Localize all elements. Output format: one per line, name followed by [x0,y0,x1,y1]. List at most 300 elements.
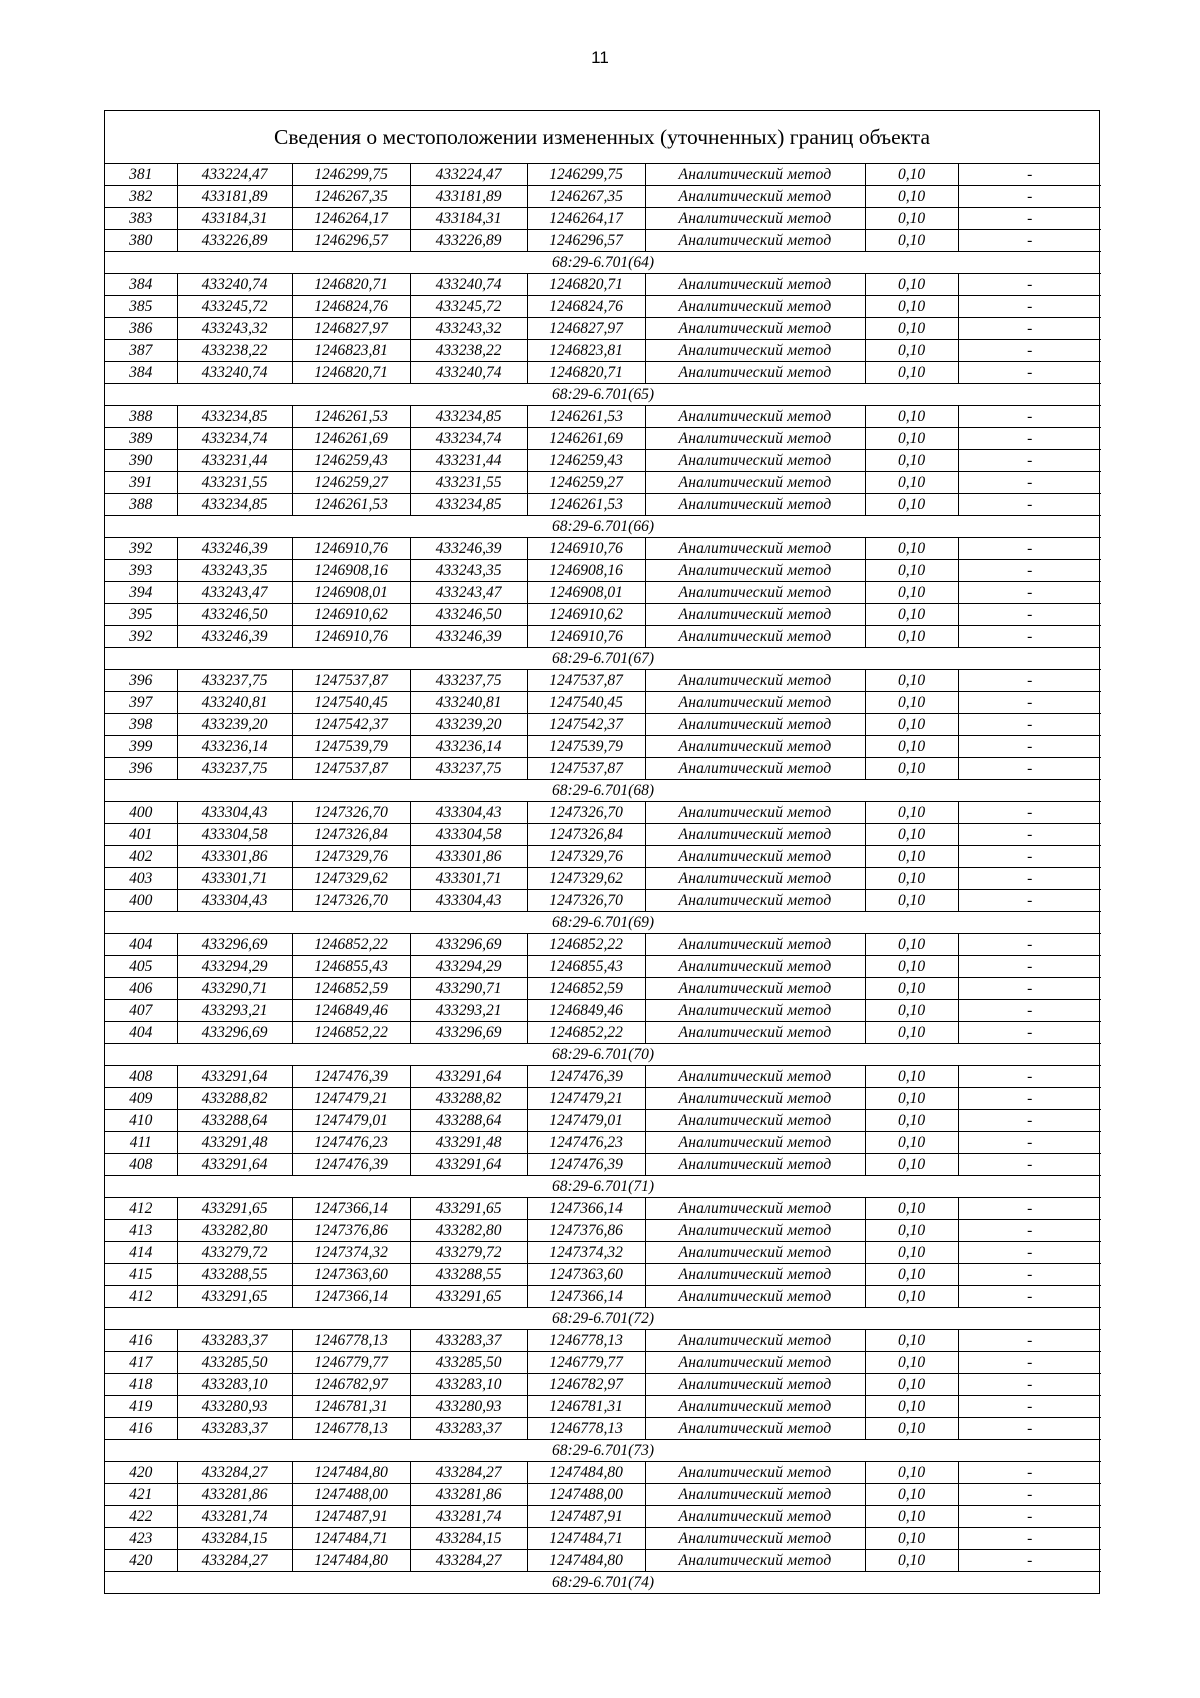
cell-note: - [958,560,1101,582]
cell-point-number: 397 [105,692,177,714]
cell-point-number: 403 [105,868,177,890]
table-row [105,450,1101,472]
cell-accuracy: 0,10 [865,1198,958,1220]
cell-note: - [958,1066,1101,1088]
cell-x-existing: 433296,69 [177,1022,292,1044]
table-row [105,1220,1101,1242]
cell-y-existing: 1246264,17 [292,208,410,230]
cell-x-refined: 433243,47 [410,582,527,604]
cell-note: - [958,472,1101,494]
cell-y-refined: 1247479,21 [527,1088,645,1110]
cell-method: Аналитический метод [645,758,865,780]
cell-y-refined: 1246299,75 [527,164,645,186]
cell-x-refined: 433226,89 [410,230,527,252]
cell-x-existing: 433245,72 [177,296,292,318]
cell-accuracy: 0,10 [865,296,958,318]
cell-point-number: 387 [105,340,177,362]
cell-x-existing: 433240,74 [177,274,292,296]
table-row [105,1396,1101,1418]
cell-note: - [958,164,1101,186]
table-row [105,1242,1101,1264]
cell-x-refined: 433234,85 [410,406,527,428]
cell-accuracy: 0,10 [865,1220,958,1242]
cell-point-number: 396 [105,670,177,692]
cell-x-refined: 433280,93 [410,1396,527,1418]
cell-x-existing: 433224,47 [177,164,292,186]
cell-x-existing: 433231,55 [177,472,292,494]
cell-method: Аналитический метод [645,1352,865,1374]
cell-accuracy: 0,10 [865,472,958,494]
cell-accuracy: 0,10 [865,428,958,450]
cell-accuracy: 0,10 [865,186,958,208]
cell-method: Аналитический метод [645,1022,865,1044]
cell-x-existing: 433290,71 [177,978,292,1000]
cell-method: Аналитический метод [645,978,865,1000]
cell-y-existing: 1246823,81 [292,340,410,362]
cell-x-existing: 433234,85 [177,406,292,428]
cell-method: Аналитический метод [645,1286,865,1308]
cell-x-refined: 433293,21 [410,1000,527,1022]
cell-y-existing: 1247542,37 [292,714,410,736]
section-row [105,1176,1101,1198]
cell-x-existing: 433288,82 [177,1088,292,1110]
section-row [105,1308,1101,1330]
cell-point-number: 412 [105,1286,177,1308]
cell-accuracy: 0,10 [865,494,958,516]
cell-x-existing: 433184,31 [177,208,292,230]
cell-x-existing: 433237,75 [177,670,292,692]
cell-method: Аналитический метод [645,890,865,912]
cell-accuracy: 0,10 [865,164,958,186]
cell-accuracy: 0,10 [865,1022,958,1044]
cell-y-existing: 1247476,23 [292,1132,410,1154]
table-row [105,846,1101,868]
cell-note: - [958,934,1101,956]
cell-accuracy: 0,10 [865,230,958,252]
cell-accuracy: 0,10 [865,1396,958,1418]
cell-y-refined: 1247540,45 [527,692,645,714]
cell-x-existing: 433240,81 [177,692,292,714]
cell-point-number: 405 [105,956,177,978]
cell-y-refined: 1246781,31 [527,1396,645,1418]
cadastral-section-label: 68:29-6.701(73) [105,1440,1101,1462]
cell-note: - [958,274,1101,296]
table-row [105,1352,1101,1374]
cell-point-number: 404 [105,1022,177,1044]
cell-y-refined: 1246778,13 [527,1418,645,1440]
cell-note: - [958,538,1101,560]
table-row [105,1088,1101,1110]
cell-x-existing: 433291,64 [177,1066,292,1088]
cell-accuracy: 0,10 [865,406,958,428]
table-row [105,934,1101,956]
cell-y-refined: 1246820,71 [527,274,645,296]
table-row [105,1264,1101,1286]
cell-y-refined: 1246267,35 [527,186,645,208]
cell-accuracy: 0,10 [865,1352,958,1374]
cell-method: Аналитический метод [645,956,865,978]
table-row [105,274,1101,296]
cell-y-existing: 1247484,71 [292,1528,410,1550]
cell-method: Аналитический метод [645,472,865,494]
table-row [105,736,1101,758]
cell-method: Аналитический метод [645,582,865,604]
cell-y-refined: 1247484,80 [527,1462,645,1484]
cell-y-refined: 1246782,97 [527,1374,645,1396]
table-body [105,164,1101,1593]
section-row [105,252,1101,274]
cell-x-refined: 433237,75 [410,758,527,780]
cell-point-number: 393 [105,560,177,582]
cell-x-refined: 433246,39 [410,538,527,560]
cell-y-refined: 1247476,23 [527,1132,645,1154]
cell-point-number: 385 [105,296,177,318]
cell-note: - [958,1286,1101,1308]
cell-x-existing: 433304,43 [177,802,292,824]
cell-x-existing: 433285,50 [177,1352,292,1374]
cell-note: - [958,1352,1101,1374]
table-row [105,824,1101,846]
cell-point-number: 401 [105,824,177,846]
table-row [105,692,1101,714]
cell-y-existing: 1247479,01 [292,1110,410,1132]
cell-accuracy: 0,10 [865,1484,958,1506]
section-row [105,384,1101,406]
cell-accuracy: 0,10 [865,1000,958,1022]
cell-y-refined: 1246261,53 [527,406,645,428]
cell-y-existing: 1246259,27 [292,472,410,494]
cell-accuracy: 0,10 [865,1088,958,1110]
cell-point-number: 408 [105,1154,177,1176]
cell-method: Аналитический метод [645,736,865,758]
cell-y-existing: 1247376,86 [292,1220,410,1242]
table-row [105,670,1101,692]
cell-y-existing: 1247540,45 [292,692,410,714]
cell-x-refined: 433291,65 [410,1286,527,1308]
cell-x-existing: 433284,27 [177,1550,292,1572]
cell-x-existing: 433237,75 [177,758,292,780]
cell-y-refined: 1247479,01 [527,1110,645,1132]
cell-method: Аналитический метод [645,450,865,472]
cell-y-existing: 1247374,32 [292,1242,410,1264]
table-row [105,362,1101,384]
cell-x-existing: 433294,29 [177,956,292,978]
cell-note: - [958,1088,1101,1110]
cell-method: Аналитический метод [645,868,865,890]
cell-point-number: 394 [105,582,177,604]
cell-note: - [958,406,1101,428]
cell-x-existing: 433296,69 [177,934,292,956]
cell-point-number: 381 [105,164,177,186]
cell-method: Аналитический метод [645,538,865,560]
cell-note: - [958,362,1101,384]
cell-y-existing: 1246299,75 [292,164,410,186]
cell-y-refined: 1247476,39 [527,1154,645,1176]
cell-note: - [958,296,1101,318]
cell-method: Аналитический метод [645,1198,865,1220]
cell-y-refined: 1247376,86 [527,1220,645,1242]
cell-accuracy: 0,10 [865,890,958,912]
cell-y-existing: 1246781,31 [292,1396,410,1418]
cell-y-existing: 1247326,84 [292,824,410,846]
cell-point-number: 388 [105,494,177,516]
cell-method: Аналитический метод [645,824,865,846]
cell-y-existing: 1246852,22 [292,934,410,956]
cell-x-refined: 433301,86 [410,846,527,868]
cell-method: Аналитический метод [645,1264,865,1286]
cell-point-number: 411 [105,1132,177,1154]
cell-accuracy: 0,10 [865,670,958,692]
cell-y-refined: 1246296,57 [527,230,645,252]
cell-y-refined: 1246852,22 [527,934,645,956]
table-caption: Сведения о местоположении измененных (уточненных) границ объекта [105,111,1099,164]
cell-point-number: 389 [105,428,177,450]
cell-x-refined: 433284,15 [410,1528,527,1550]
cell-point-number: 384 [105,274,177,296]
cell-accuracy: 0,10 [865,802,958,824]
cell-x-refined: 433288,82 [410,1088,527,1110]
cell-x-existing: 433291,65 [177,1198,292,1220]
cell-x-existing: 433304,43 [177,890,292,912]
table-row [105,1330,1101,1352]
table-row [105,230,1101,252]
cell-y-refined: 1246855,43 [527,956,645,978]
cell-y-refined: 1246264,17 [527,208,645,230]
cell-accuracy: 0,10 [865,714,958,736]
cell-accuracy: 0,10 [865,318,958,340]
cell-note: - [958,692,1101,714]
table-row [105,1154,1101,1176]
cell-y-existing: 1247326,70 [292,890,410,912]
cell-x-existing: 433288,64 [177,1110,292,1132]
table-row [105,956,1101,978]
cell-method: Аналитический метод [645,1330,865,1352]
cell-x-refined: 433240,81 [410,692,527,714]
cell-x-existing: 433291,65 [177,1286,292,1308]
cell-x-existing: 433283,10 [177,1374,292,1396]
cell-y-existing: 1246855,43 [292,956,410,978]
cell-accuracy: 0,10 [865,1462,958,1484]
cell-accuracy: 0,10 [865,1154,958,1176]
cell-point-number: 408 [105,1066,177,1088]
cell-method: Аналитический метод [645,1154,865,1176]
cell-note: - [958,1462,1101,1484]
cell-accuracy: 0,10 [865,1242,958,1264]
table-row [105,758,1101,780]
table-row [105,1132,1101,1154]
table-row [105,1528,1101,1550]
cell-y-refined: 1246261,69 [527,428,645,450]
table-row [105,186,1101,208]
cell-x-existing: 433234,85 [177,494,292,516]
table-row [105,1198,1101,1220]
cadastral-section-label: 68:29-6.701(70) [105,1044,1101,1066]
cell-point-number: 380 [105,230,177,252]
cell-y-existing: 1246849,46 [292,1000,410,1022]
cell-point-number: 412 [105,1198,177,1220]
cell-note: - [958,978,1101,1000]
cell-x-existing: 433283,37 [177,1330,292,1352]
cell-note: - [958,604,1101,626]
cell-point-number: 402 [105,846,177,868]
cell-x-existing: 433284,27 [177,1462,292,1484]
cell-y-existing: 1247329,62 [292,868,410,890]
cell-note: - [958,1242,1101,1264]
cell-method: Аналитический метод [645,1506,865,1528]
cell-y-existing: 1246267,35 [292,186,410,208]
cell-point-number: 415 [105,1264,177,1286]
cell-method: Аналитический метод [645,1396,865,1418]
cell-point-number: 423 [105,1528,177,1550]
cell-y-refined: 1246852,22 [527,1022,645,1044]
cell-x-refined: 433231,55 [410,472,527,494]
cell-note: - [958,1264,1101,1286]
cell-point-number: 390 [105,450,177,472]
cell-point-number: 404 [105,934,177,956]
cell-accuracy: 0,10 [865,824,958,846]
cell-x-refined: 433240,74 [410,274,527,296]
cell-x-refined: 433290,71 [410,978,527,1000]
cell-method: Аналитический метод [645,208,865,230]
cell-method: Аналитический метод [645,560,865,582]
cell-y-existing: 1246824,76 [292,296,410,318]
cadastral-section-label: 68:29-6.701(74) [105,1572,1101,1594]
cell-y-existing: 1247537,87 [292,670,410,692]
cell-note: - [958,1022,1101,1044]
cell-y-existing: 1246910,62 [292,604,410,626]
cell-y-existing: 1246820,71 [292,362,410,384]
cell-y-refined: 1246259,43 [527,450,645,472]
table-row [105,1110,1101,1132]
cell-y-refined: 1246910,76 [527,626,645,648]
cell-accuracy: 0,10 [865,340,958,362]
table-row [105,1000,1101,1022]
cell-y-refined: 1246778,13 [527,1330,645,1352]
cell-method: Аналитический метод [645,714,865,736]
cell-y-refined: 1246827,97 [527,318,645,340]
cell-accuracy: 0,10 [865,560,958,582]
cadastral-section-label: 68:29-6.701(67) [105,648,1101,670]
cell-x-refined: 433285,50 [410,1352,527,1374]
cell-y-refined: 1246908,16 [527,560,645,582]
table-row [105,428,1101,450]
cell-method: Аналитический метод [645,1418,865,1440]
cell-x-refined: 433288,64 [410,1110,527,1132]
cell-note: - [958,1418,1101,1440]
cell-y-existing: 1246261,53 [292,494,410,516]
cell-y-existing: 1246261,69 [292,428,410,450]
cell-y-existing: 1246827,97 [292,318,410,340]
cell-y-refined: 1247487,91 [527,1506,645,1528]
cell-x-existing: 433282,80 [177,1220,292,1242]
cell-y-refined: 1247488,00 [527,1484,645,1506]
cell-y-refined: 1247484,71 [527,1528,645,1550]
cell-method: Аналитический метод [645,428,865,450]
cell-y-existing: 1247539,79 [292,736,410,758]
cell-method: Аналитический метод [645,692,865,714]
table-row [105,604,1101,626]
cell-x-refined: 433282,80 [410,1220,527,1242]
cell-point-number: 409 [105,1088,177,1110]
cell-y-existing: 1246910,76 [292,538,410,560]
cell-point-number: 407 [105,1000,177,1022]
cell-accuracy: 0,10 [865,208,958,230]
cell-x-existing: 433281,74 [177,1506,292,1528]
cell-accuracy: 0,10 [865,1110,958,1132]
cell-x-existing: 433243,47 [177,582,292,604]
cell-point-number: 383 [105,208,177,230]
cell-y-refined: 1246910,76 [527,538,645,560]
cell-accuracy: 0,10 [865,758,958,780]
cell-point-number: 406 [105,978,177,1000]
cell-y-refined: 1247329,62 [527,868,645,890]
cell-note: - [958,582,1101,604]
cell-point-number: 392 [105,538,177,560]
cell-x-existing: 433279,72 [177,1242,292,1264]
section-row [105,1440,1101,1462]
cell-point-number: 419 [105,1396,177,1418]
cell-accuracy: 0,10 [865,736,958,758]
cell-note: - [958,318,1101,340]
table-row [105,1484,1101,1506]
cell-x-refined: 433296,69 [410,934,527,956]
cell-y-existing: 1246778,13 [292,1418,410,1440]
section-row [105,912,1101,934]
cell-note: - [958,714,1101,736]
cell-method: Аналитический метод [645,230,865,252]
cell-accuracy: 0,10 [865,538,958,560]
cell-x-existing: 433281,86 [177,1484,292,1506]
cell-y-existing: 1246782,97 [292,1374,410,1396]
cadastral-section-label: 68:29-6.701(66) [105,516,1101,538]
cell-method: Аналитический метод [645,362,865,384]
cell-x-refined: 433304,43 [410,802,527,824]
cell-x-existing: 433226,89 [177,230,292,252]
table-row [105,978,1101,1000]
cell-note: - [958,670,1101,692]
cell-y-refined: 1246824,76 [527,296,645,318]
cell-accuracy: 0,10 [865,1506,958,1528]
table-row [105,868,1101,890]
cell-point-number: 382 [105,186,177,208]
cadastral-section-label: 68:29-6.701(68) [105,780,1101,802]
cell-x-refined: 433243,35 [410,560,527,582]
section-row [105,1572,1101,1594]
cell-point-number: 418 [105,1374,177,1396]
cell-note: - [958,1154,1101,1176]
cell-note: - [958,758,1101,780]
cell-x-refined: 433304,58 [410,824,527,846]
cell-y-refined: 1246849,46 [527,1000,645,1022]
cell-note: - [958,1528,1101,1550]
cell-y-refined: 1247363,60 [527,1264,645,1286]
cell-x-refined: 433283,37 [410,1330,527,1352]
cell-method: Аналитический метод [645,186,865,208]
cell-point-number: 414 [105,1242,177,1264]
table-row [105,802,1101,824]
cell-x-refined: 433296,69 [410,1022,527,1044]
section-row [105,516,1101,538]
cell-y-refined: 1246908,01 [527,582,645,604]
cell-method: Аналитический метод [645,1220,865,1242]
table-row [105,1286,1101,1308]
cell-point-number: 413 [105,1220,177,1242]
cell-accuracy: 0,10 [865,274,958,296]
cell-method: Аналитический метод [645,802,865,824]
cell-point-number: 392 [105,626,177,648]
cell-y-existing: 1246261,53 [292,406,410,428]
cell-method: Аналитический метод [645,164,865,186]
